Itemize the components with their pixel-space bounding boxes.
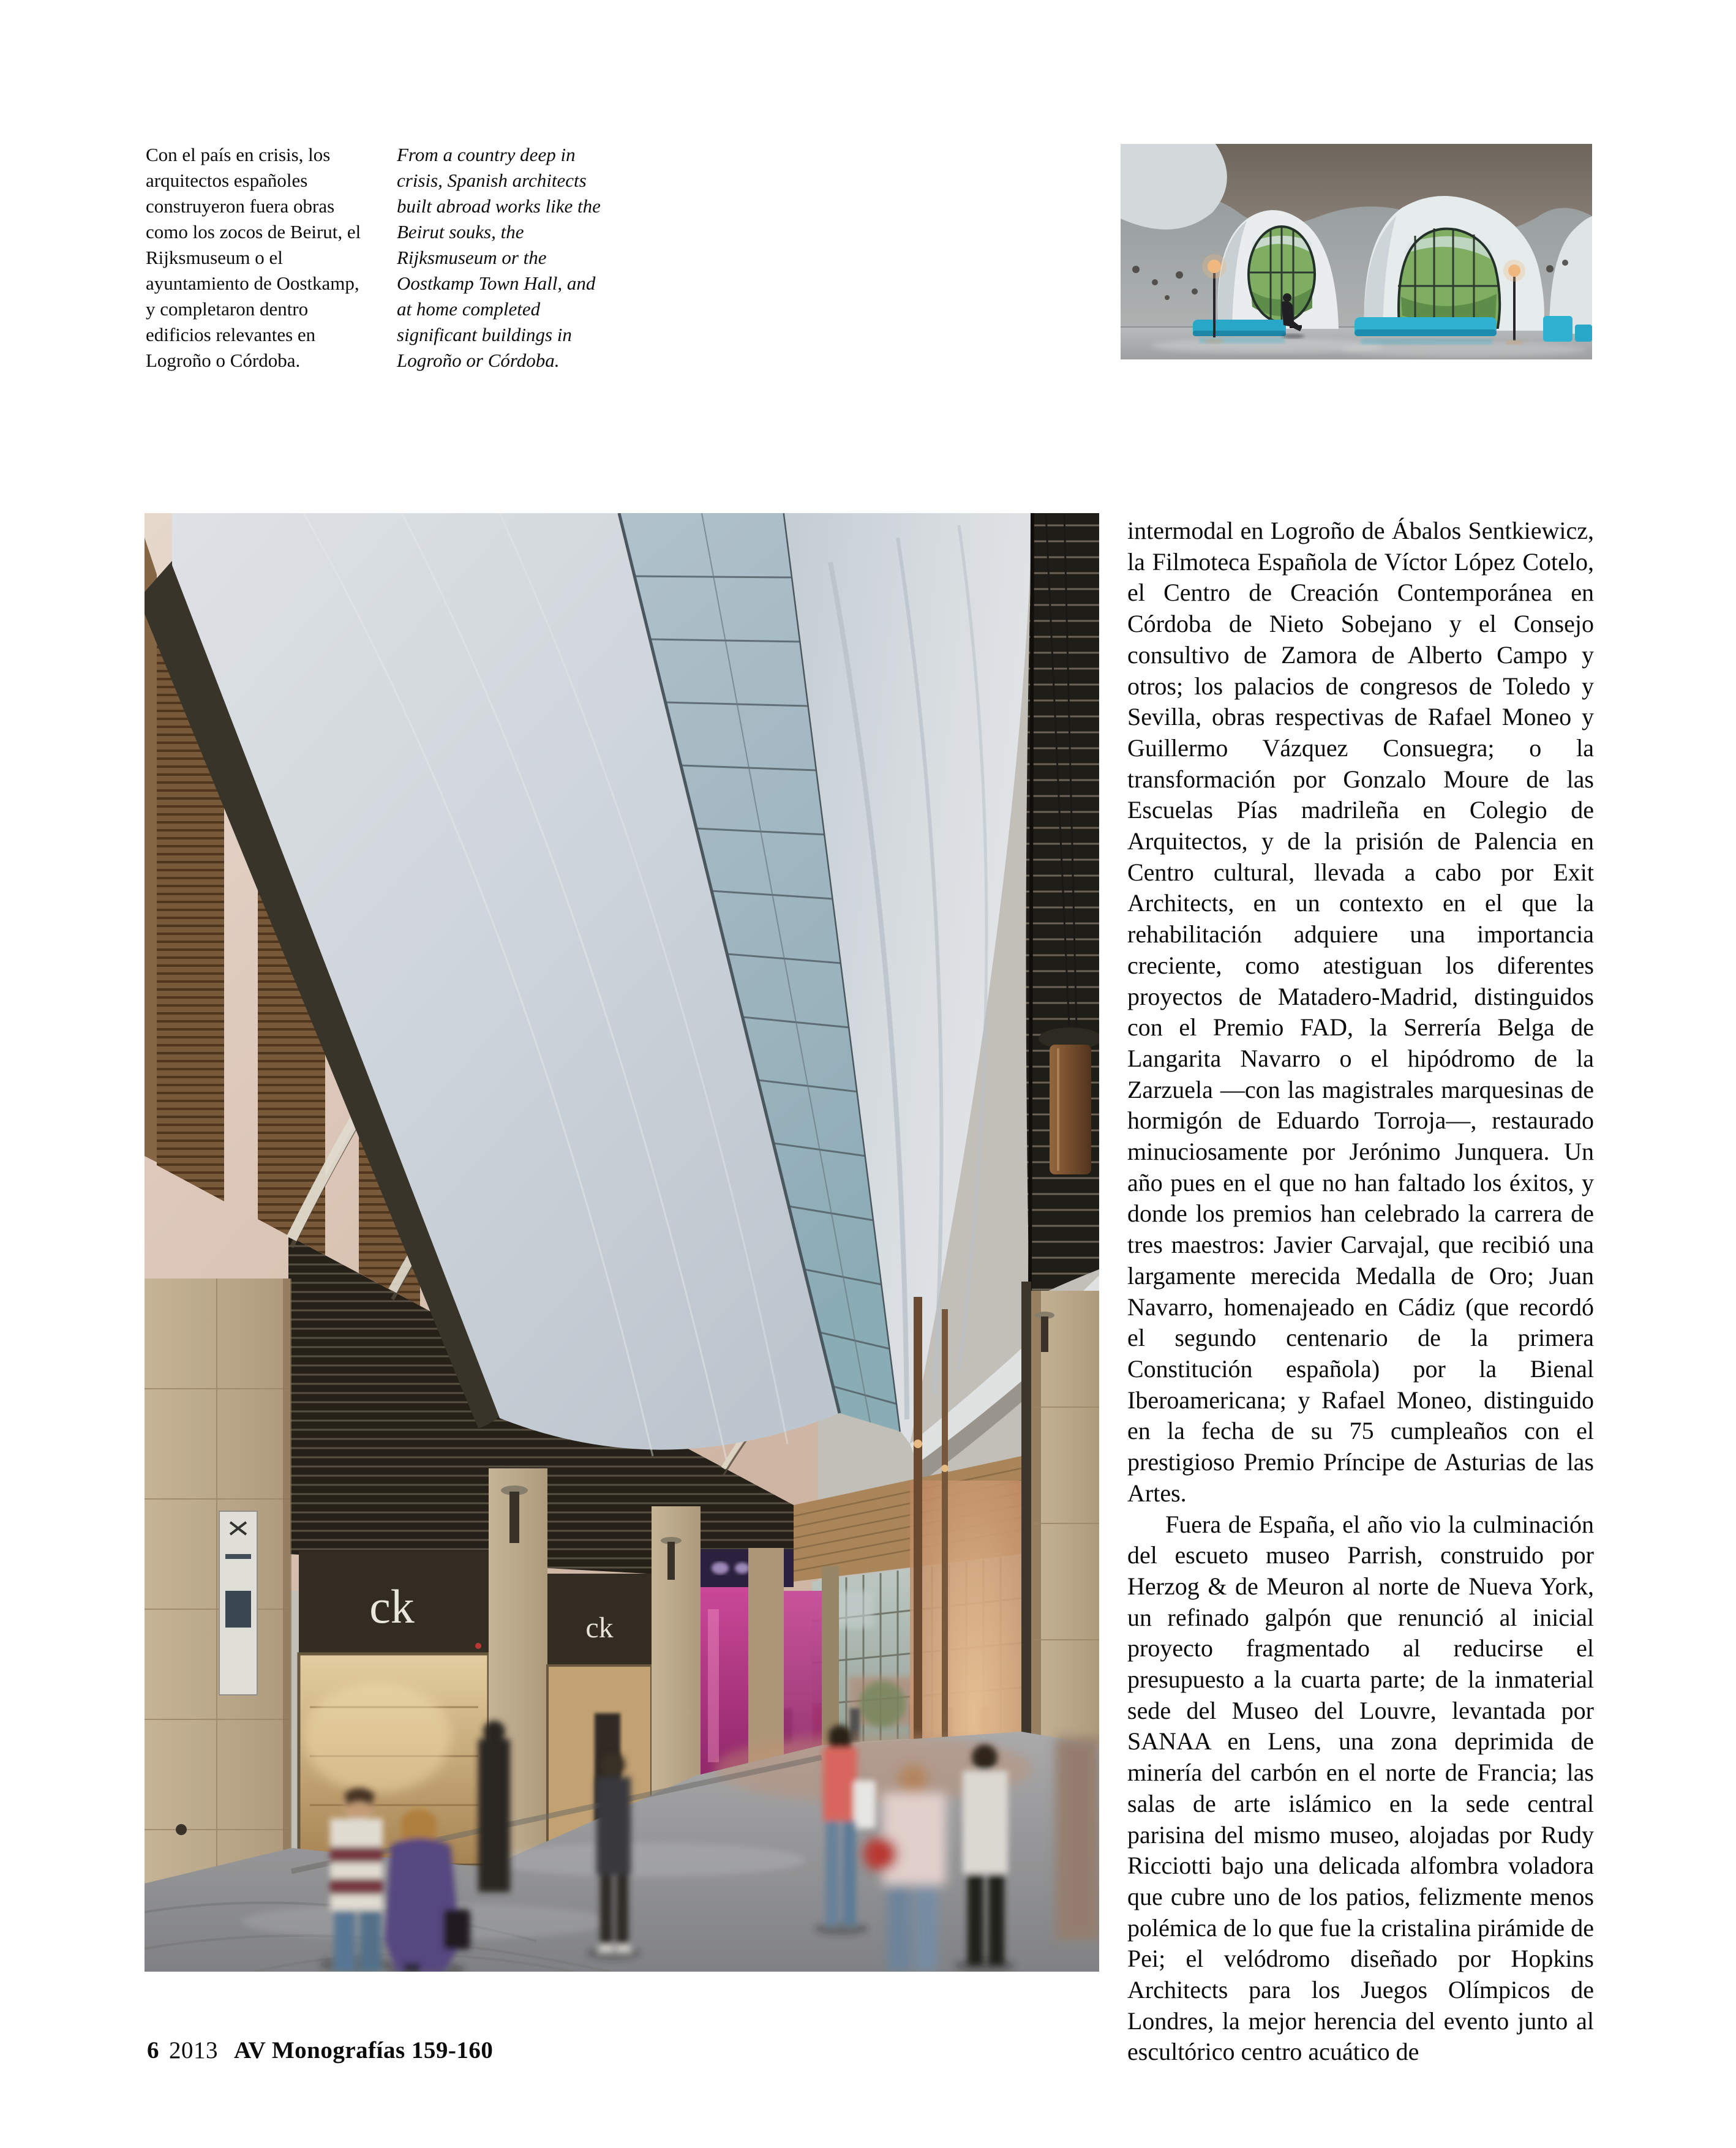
caption-spanish-block bbox=[146, 142, 364, 374]
article-paragraph-2: Fuera de España, el año vio la culminación del escueto museo Parrish, construido por Herzog & de Meuron al norte de Nueva York, un refinado galpón que renunció al inicial proyecto fragmentado al reducirse el presupuesto a la cuarta parte; de la inmaterial sede del Museo del Louvre, levantada por SANAA en Lens, una zona deprimida de minería del carbón en el norte de Francia; las salas de arte islámico en la sede central parisina del mismo museo, alojadas por Rudy Ricciotti bajo una delicada alfombra voladora que cubre uno de los patios, felizmente menos polémica de lo que fue la cristalina pirámide de Pei; el velódromo diseñado por Hopkins Architects para los Juegos Olímpicos de Londres, la mejor herencia del evento junto al escultórico centro acuático de bbox=[1127, 1510, 1594, 2066]
caption-english-block bbox=[397, 142, 607, 374]
caption-english: From a country deep in crisis, Spanish architects built abroad works like the Beirut souks, the Rijksmuseum or the Oostkamp Town Hall, and at home completed significant buildings in Logroño or Córdoba. bbox=[397, 144, 601, 371]
article-body bbox=[1127, 516, 1594, 2068]
vignette bbox=[145, 513, 1099, 1972]
page-footer bbox=[147, 2037, 493, 2064]
photo-arcade-canvas bbox=[145, 513, 1099, 1972]
photo-beirut-souks-arcade bbox=[145, 513, 1099, 1972]
caption-spanish: Con el país en crisis, los arquitectos españoles construyeron fuera obras como los zocos de Beirut, el Rijksmuseum o el ayuntamiento de Oostkamp, y completaron dentro edificios relevantes en Logroño o Córdoba. bbox=[146, 144, 361, 371]
shop-sign-ck: ck bbox=[585, 1612, 614, 1644]
page-number: 6 bbox=[147, 2037, 159, 2064]
photo-interior-canvas bbox=[1121, 144, 1592, 359]
photo-interior-organic-hall bbox=[1121, 144, 1592, 359]
article-paragraph-1: intermodal en Logroño de Ábalos Sentkiewicz, la Filmoteca Española de Víctor López Cotelo, el Centro de Creación Contemporánea en Córdoba de Nieto Sobejano y el Consejo consultivo de Zamora de Alberto Campo y otros; los palacios de congresos de Toledo y Sevilla, obras respectivas de Rafael Moneo y Guillermo Vázquez Consuegra; o la transformación por Gonzalo Moure de las Escuelas Pías madrileña en Colegio de Arquitectos, y de la prisión de Palencia en Centro cultural, llevada a cabo por Exit Architects, en un contexto en el que la rehabilitación adquiere una importancia creciente, como atestiguan los diferentes proyectos de Matadero-Madrid, distinguidos con el Premio FAD, la Serrería Belga de Langarita Navarro o el hipódromo de la Zarzuela —con las magistrales marquesinas de hormigón de Eduardo Torroja—, restaurado minuciosamente por Jerónimo Junquera. Un año pues en el que no han faltado los éxitos, y donde los premios han celebrado la carrera de tres maestros: Javier Carvajal, que recibió una largamente merecida Medalla de Oro; Juan Navarro, homenajeado en Cádiz (que recordó el segundo centenario de la primera Constitución española) por la Bienal Iberoamericana; y Rafael Moneo, distinguido en la fecha de su 75 cumpleaños con el prestigioso Premio Príncipe de Asturias de las Artes. bbox=[1127, 517, 1594, 1507]
shop-sign-ck: ck bbox=[369, 1580, 415, 1633]
footer-year: 2013 bbox=[169, 2037, 218, 2064]
footer-publication: AV Monografías 159-160 bbox=[234, 2037, 494, 2064]
